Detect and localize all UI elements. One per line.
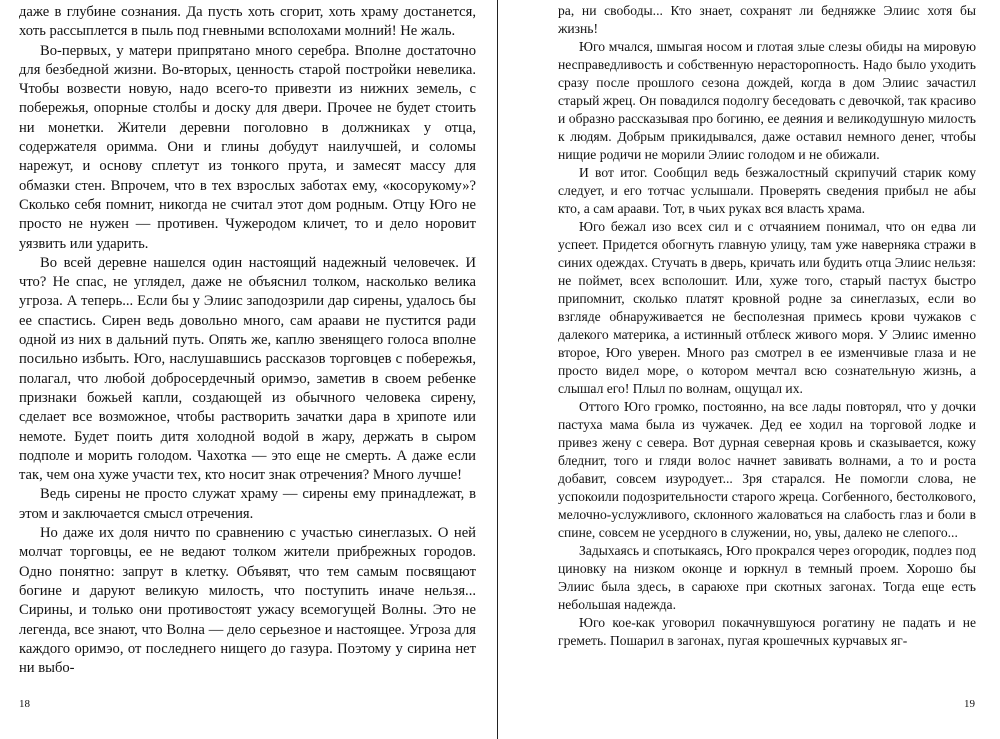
paragraph: Юго мчался, шмыгая носом и глотая злые слезы обиды на мировую несправедливость и собственную нерасторопность. Надо было уходить сразу после прошлого сезона дождей, когда в дом Элиис зачастил старый жрец. Он повадился подолгу беседовать с девочкой, так красиво и образно рассказывая про богиню, ее деяния и великодушную милость к людям. Добрым прикидывался, даже оставил немного денег, чтобы нищие родичи не морили Элиис голодом и не обижали. xyxy=(558,39,976,162)
paragraph: Во всей деревне нашелся один настоящий надежный человечек. И что? Не спас, не углядел, даже не объяснил толком, насколько велика угроза. А теперь... Если бы у Элиис заподозрили дар сирены, удалось бы ее спастись. Сирен ведь довольно много, сам араави не пустится ради одной из них в дальний путь. Опять же, каплю звенящего голоса вполне посильно избыть. Юго, наслушавшись рассказов торговцев с побережья, полагал, что любой добросердечный оримэо, заметив в своем ребенке признаки божьей капли, создающей из обычного человека сирену, сделает все возможное, чтобы растворить зачатки дара в хрипоте или немоте. Будет поить дитя холодной водой в жару, держать в сыром подполе и морить голодом. Чахотка — это еще не смерть. А даже если так, чем она хуже участи тех, кто носит знак отречения? Много лучше! xyxy=(19,254,476,484)
left-page-text xyxy=(19,3,476,678)
right-page xyxy=(499,0,1000,739)
paragraph: Юго бежал изо всех сил и с отчаянием понимал, что он едва ли успеет. Придется обогнуть главную улицу, там уже наверняка стражи в синих одеждах. Стучать в дверь, кричать или будить отца Элиис нельзя: не поймет, всех всполошит. Или, хуже того, старый пастух быстро припомнит, сколько платят кровной родне за синеглазых, если во взгляде обнаруживается не бесполезная примесь крови чужаков с далекого материка, а истинный отблеск живого моря. У Элиис именно второе, Юго уверен. Много раз смотрел в ее изменчивые глаза и не просто видел море, о котором мечтал всю сознательную жизнь, а слышал его! Плыл по волнам, ощущал их. xyxy=(558,219,976,396)
left-page xyxy=(0,0,497,739)
book-spine-divider xyxy=(497,0,498,739)
paragraph: Во-первых, у матери припрятано много серебра. Вполне достаточно для безбедной жизни. Во-вторых, ценность старой постройки невелика. Чтобы возвести новую, надо всего-то привезти из нижних земель, с побережья, опорные столбы и доску для двери. Прочее не будет стоить ни монетки. Жители деревни поголовно в должниках у отца, содержателя оримма. Они и глины добудут наилучшей, и соломы нарежут, и основу сплетут из тонкого прута, и замесят массу для обмазки стен. Впрочем, что в тех взрослых заботах ему, «косорукому»? Сколько себя помнит, никогда не считал этот дом родным. Отцу Юго не просто не нужен — противен. Чужеродом кличет, то и дело норовит уязвить или ударить. xyxy=(19,42,476,252)
paragraph: Но даже их доля ничто по сравнению с участью синеглазых. О ней молчат торговцы, ее не ведают толком жители прибрежных городов. Одно понятно: запрут в клетку. Объявят, что тем самым посвящают богине и даруют великую милость, что поступить иначе нельзя... Сирины, и только они противостоят ужасу всемогущей Волны. Это не легенда, все знают, что Волна — дело серьезное и настоящее. Угроза для каждого оримэо, от последнего нищего до газура. Поэтому у сирина нет ни выбо- xyxy=(19,525,476,677)
page-number-left: 18 xyxy=(19,698,30,710)
paragraph: Ведь сирены не просто служат храму — сирены ему принадлежат, в этом и заключается смысл отречения. xyxy=(19,486,476,522)
paragraph: И вот итог. Сообщил ведь безжалостный скрипучий старик кому следует, и его тотчас услышали. Проверять сведения прибыл не абы кто, а сам араави. Тот, в чьих руках вся власть храма. xyxy=(558,165,976,216)
paragraph: даже в глубине сознания. Да пусть хоть сгорит, хоть храму достанется, хоть рассыплется в пыль под гневными всполохами молний! Не жаль. xyxy=(19,4,476,40)
paragraph: Юго кое-как уговорил покачнувшуюся рогатину не падать и не греметь. Пошарил в загонах, пугая крошечных курчавых яг- xyxy=(558,615,976,648)
right-page-text xyxy=(558,2,976,650)
paragraph: Оттого Юго громко, постоянно, на все лады повторял, что у дочки пастуха мама была из чужачек. Дед ее ходил на торговой лодке и привез жену с севера. Вот дурная северная кровь и сказывается, кожу бледнит, того и гляди волос начнет завивать волнами, а то и роста добавит, совсем изуродует... Зря старался. Не помогли слова, не успокоили подозрительности старого жреца. Согбенного, бестолкового, мелочно-услужливого, склонного жаловаться на слабость глаз и боли в спине, совсем не усердного в служении, но, увы, далеко не слепого... xyxy=(558,399,976,540)
paragraph: Задыхаясь и спотыкаясь, Юго прокрался через огородик, подлез под циновку на низком оконце и юркнул в темный проем. Хорошо бы Элиис была здесь, в сараюхе при скотных загонах. Тогда еще есть небольшая надежда. xyxy=(558,543,976,612)
page-number-right: 19 xyxy=(964,698,975,710)
paragraph: ра, ни свободы... Кто знает, сохранят ли бедняжке Элиис хотя бы жизнь! xyxy=(558,3,976,36)
